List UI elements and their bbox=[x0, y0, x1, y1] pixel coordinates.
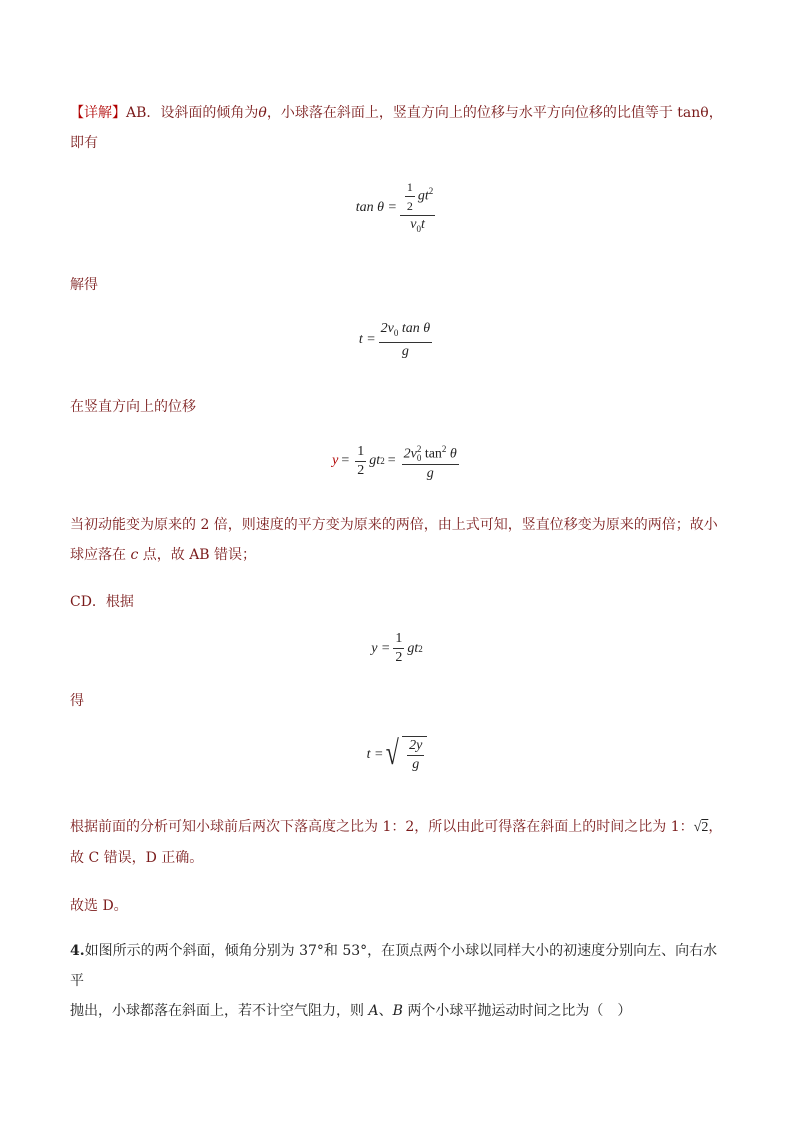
solution-intro: 【详解】AB．设斜面的倾角为θ，小球落在斜面上，竖直方向上的位移与水平方向位移的比值等于 tanθ， 即有 bbox=[70, 105, 723, 151]
vertical-displacement-label: 在竖直方向上的位移 bbox=[70, 399, 196, 415]
detail-tag: 【详解】 bbox=[70, 105, 126, 121]
formula-y-half-gt2: y = $\frac{1}{2}$ gt 2 bbox=[371, 631, 423, 665]
solve-label: 解得 bbox=[70, 277, 98, 293]
formula-time: t = $\frac{2v_0 \tan \theta}{g}$ bbox=[358, 321, 431, 359]
obtain-label: 得 bbox=[70, 693, 84, 709]
ratio-conclusion: 根据前面的分析可知小球前后两次下落高度之比为 1：2，所以由此可得落在斜面上的时间之比为 1：√2， 故 C 错误，D 正确。 bbox=[70, 819, 723, 866]
formula-tan-theta: tan θ = $\frac{1}{2}$ $gt^2$ $v_0t$ bbox=[355, 180, 434, 234]
energy-doubling-explanation: 当初动能变为原来的 2 倍，则速度的平方变为原来的两倍，由上式可知，竖直位移变为原来的两倍；故小 球应落在 c 点，故 AB 错误； bbox=[70, 517, 718, 563]
formula-vertical-displacement: y = $\frac{1}{2}$ gt 2 = 2v 2 0 $\tan^2 \theta$ g bbox=[0, 440, 794, 483]
cd-according-label: CD．根据 bbox=[70, 594, 134, 610]
question-number: 4. bbox=[70, 943, 85, 959]
question-4: 4.如图所示的两个斜面，倾角分别为 37°和 53°，在顶点两个小球以同样大小的初速度分别向左、向右水平 抛出，小球都落在斜面上，若不计空气阻力，则 A、B 两个小球平抛运动时间之比为（ ） bbox=[70, 943, 718, 1019]
formula-time-sqrt: t = √ $\frac{2y}{g}$ bbox=[0, 736, 794, 774]
answer-line: 故选 D。 bbox=[70, 898, 128, 914]
sqrt-symbol: √ $\frac{2y}{g}$ bbox=[383, 736, 427, 774]
